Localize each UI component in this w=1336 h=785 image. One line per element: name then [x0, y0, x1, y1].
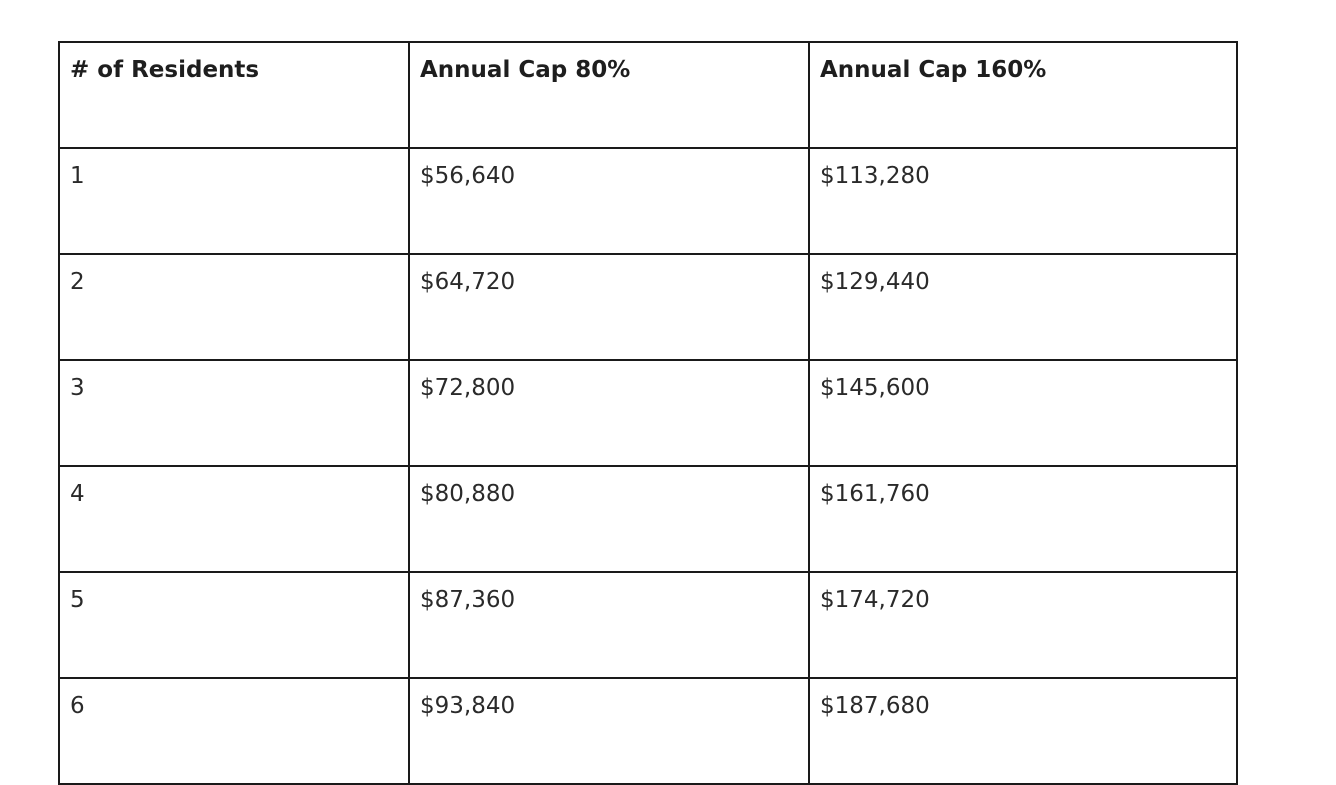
header-row	[59, 42, 1237, 148]
cell-cap-160: $113,280	[809, 148, 1237, 254]
cell-cap-160: $174,720	[809, 572, 1237, 678]
cell-residents: 4	[59, 466, 409, 572]
cell-cap-80: $80,880	[409, 466, 809, 572]
cell-cap-160: $145,600	[809, 360, 1237, 466]
table-row	[59, 254, 1237, 360]
header-residents: # of Residents	[59, 42, 409, 148]
table-row	[59, 148, 1237, 254]
cell-cap-80: $87,360	[409, 572, 809, 678]
header-annual-cap-160: Annual Cap 160%	[809, 42, 1237, 148]
header-annual-cap-80: Annual Cap 80%	[409, 42, 809, 148]
cell-residents: 6	[59, 678, 409, 784]
cell-cap-160: $129,440	[809, 254, 1237, 360]
cell-cap-80: $56,640	[409, 148, 809, 254]
cell-cap-160: $187,680	[809, 678, 1237, 784]
cell-cap-80: $93,840	[409, 678, 809, 784]
cell-residents: 1	[59, 148, 409, 254]
table-row	[59, 360, 1237, 466]
table-header	[59, 42, 1237, 148]
cell-cap-80: $72,800	[409, 360, 809, 466]
cell-cap-80: $64,720	[409, 254, 809, 360]
cell-cap-160: $161,760	[809, 466, 1237, 572]
cell-residents: 3	[59, 360, 409, 466]
table-row	[59, 678, 1237, 784]
cell-residents: 5	[59, 572, 409, 678]
table-row	[59, 466, 1237, 572]
table-row	[59, 572, 1237, 678]
income-cap-table	[58, 41, 1238, 785]
cell-residents: 2	[59, 254, 409, 360]
table-body	[59, 148, 1237, 784]
